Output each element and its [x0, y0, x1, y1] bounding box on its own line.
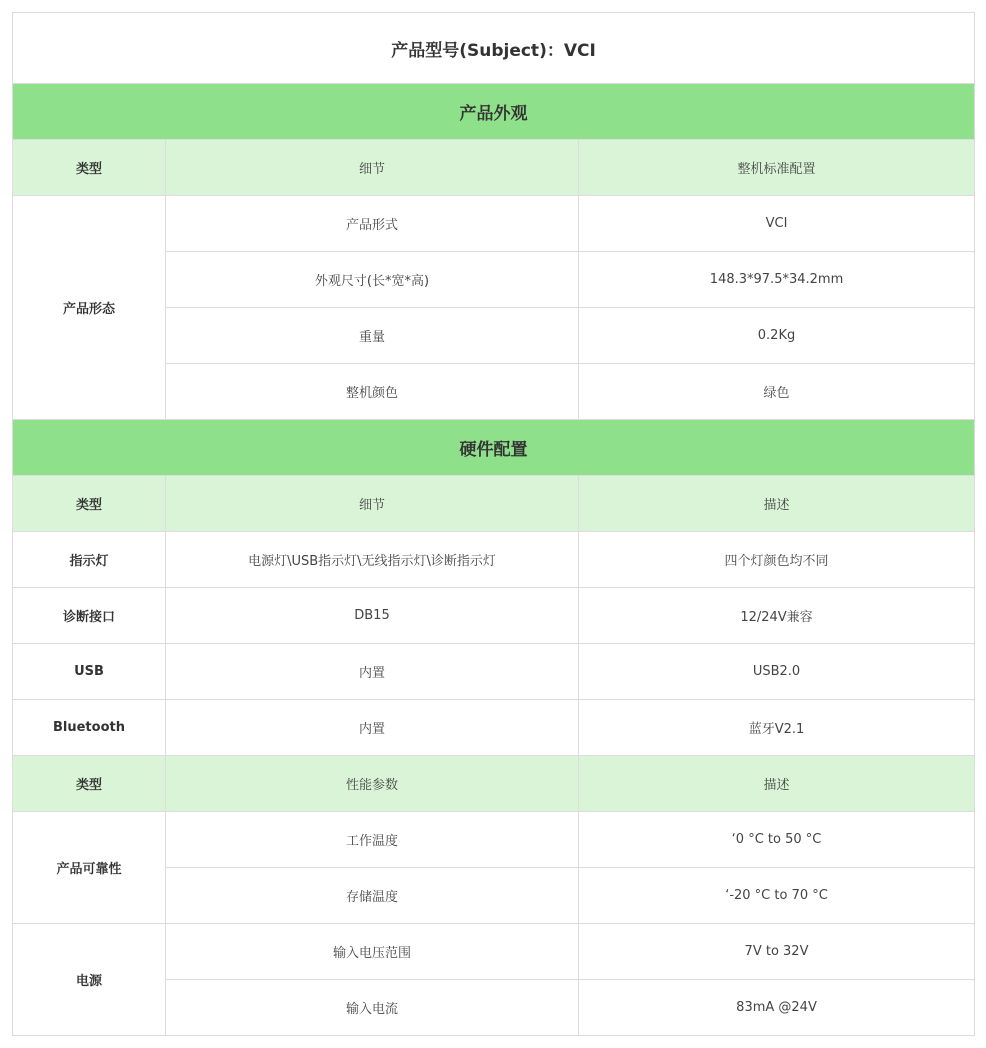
column-header-row	[13, 140, 975, 196]
value-cell: 0.2Kg	[579, 308, 975, 364]
table-row	[13, 532, 975, 588]
value-cell: 绿色	[579, 364, 975, 420]
column-header-description: 描述	[579, 756, 975, 812]
detail-cell: 工作温度	[166, 812, 579, 868]
section-header-hardware	[13, 420, 975, 476]
detail-cell: 外观尺寸(长*宽*高)	[166, 252, 579, 308]
value-cell: 83mA @24V	[579, 980, 975, 1036]
table-row	[13, 812, 975, 868]
category-reliability: 产品可靠性	[13, 812, 166, 924]
value-cell: 12/24V兼容	[579, 588, 975, 644]
section-title-hardware: 硬件配置	[13, 420, 975, 476]
value-cell: 四个灯颜色均不同	[579, 532, 975, 588]
value-cell: 148.3*97.5*34.2mm	[579, 252, 975, 308]
category-power: 电源	[13, 924, 166, 1036]
detail-cell: 存储温度	[166, 868, 579, 924]
detail-cell: 输入电压范围	[166, 924, 579, 980]
category-product-form: 产品形态	[13, 196, 166, 420]
column-header-type: 类型	[13, 476, 166, 532]
product-model-title: 产品型号(Subject)：VCI	[13, 13, 975, 84]
column-header-row	[13, 756, 975, 812]
title-row	[13, 13, 975, 84]
column-header-detail: 细节	[166, 140, 579, 196]
column-header-type: 类型	[13, 140, 166, 196]
detail-cell: 输入电流	[166, 980, 579, 1036]
section-header-appearance	[13, 84, 975, 140]
column-header-row	[13, 476, 975, 532]
detail-cell: DB15	[166, 588, 579, 644]
detail-cell: 产品形式	[166, 196, 579, 252]
category-bluetooth: Bluetooth	[13, 700, 166, 756]
category-usb: USB	[13, 644, 166, 700]
section-title-appearance: 产品外观	[13, 84, 975, 140]
column-header-standard-config: 整机标准配置	[579, 140, 975, 196]
value-cell: USB2.0	[579, 644, 975, 700]
detail-cell: 整机颜色	[166, 364, 579, 420]
column-header-description: 描述	[579, 476, 975, 532]
table-row	[13, 196, 975, 252]
table-row	[13, 644, 975, 700]
detail-cell: 重量	[166, 308, 579, 364]
value-cell: VCI	[579, 196, 975, 252]
detail-cell: 内置	[166, 700, 579, 756]
column-header-performance-param: 性能参数	[166, 756, 579, 812]
category-diagnostic-port: 诊断接口	[13, 588, 166, 644]
detail-cell: 电源灯\USB指示灯\无线指示灯\诊断指示灯	[166, 532, 579, 588]
detail-cell: 内置	[166, 644, 579, 700]
table-row	[13, 924, 975, 980]
table-row	[13, 588, 975, 644]
table-row	[13, 700, 975, 756]
value-cell: 蓝牙V2.1	[579, 700, 975, 756]
category-indicator-light: 指示灯	[13, 532, 166, 588]
spec-table	[12, 12, 975, 1036]
value-cell: ‘0 °C to 50 °C	[579, 812, 975, 868]
column-header-detail: 细节	[166, 476, 579, 532]
value-cell: ‘-20 °C to 70 °C	[579, 868, 975, 924]
column-header-type: 类型	[13, 756, 166, 812]
value-cell: 7V to 32V	[579, 924, 975, 980]
